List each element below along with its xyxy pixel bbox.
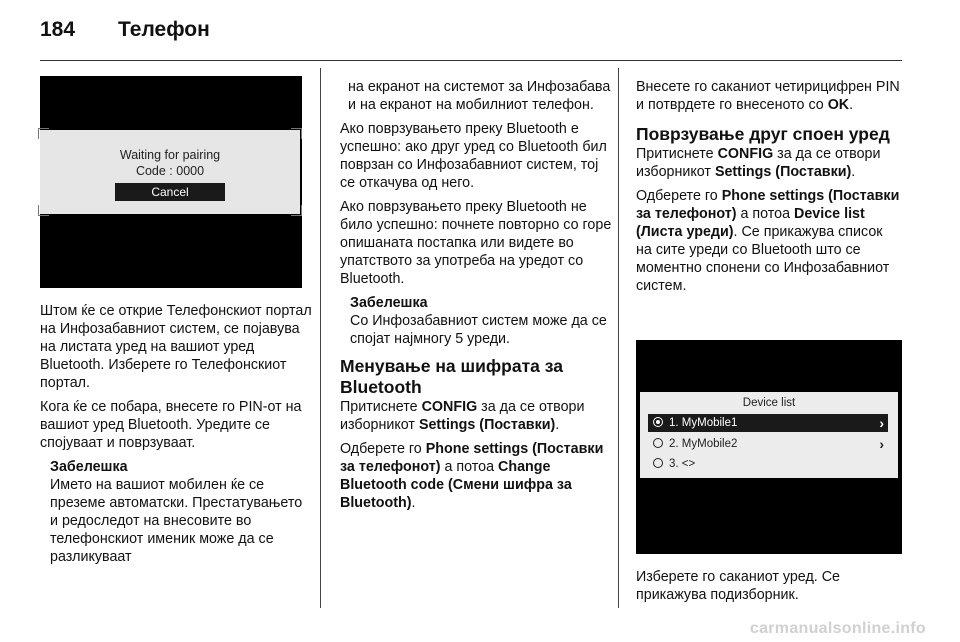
- paragraph: Изберете го саканиот уред. Се прикажува подизборник.: [636, 569, 841, 603]
- radio-icon: [653, 458, 663, 468]
- note-text: Името на вашиот мобилен ќе се преземе автоматски. Престатувањето и редоследот на внесовите во телефонскиот именик може да се разликуваат: [50, 477, 303, 565]
- frame-corner: [291, 128, 302, 139]
- header-rule: [40, 60, 902, 61]
- radio-icon: [653, 438, 663, 448]
- note-block: [50, 458, 312, 566]
- note-text: Со Инфозабавниот систем може да се спојат најмногу 5 уреди.: [350, 313, 607, 347]
- chevron-right-icon: ›: [879, 415, 884, 431]
- device-list-screen: [640, 392, 898, 478]
- column-3: [636, 78, 902, 301]
- note-block: [350, 294, 612, 348]
- paragraph: Штом ќе се открие Телефонскиот портал на Инфозабавниот систем, се појавува на листата уред на вашиот уред Bluetooth. Изберете го Телефонскиот портал.: [40, 303, 312, 391]
- radio-selected-icon: [653, 417, 663, 427]
- page-title: Телефон: [118, 18, 210, 41]
- section-heading: Менување на шифрата за Bluetooth: [340, 356, 563, 397]
- paragraph: Ако поврзувањето преку Bluetooth не било успешно: почнете повторно со горе опишаната постапка или видете во упатството за употреба на уредот со Bluetooth.: [340, 199, 612, 287]
- device-list-title: Device list: [742, 397, 796, 409]
- step-paragraph: Притиснете CONFIG за да се отвори изборникот Settings (Поставки).: [636, 146, 881, 180]
- column-divider-1: [320, 68, 321, 608]
- column-2: [340, 78, 612, 518]
- step-paragraph: Одберете го Phone settings (Поставки за телефонот) а потоа Change Bluetooth code (Смени шифра за Bluetooth).: [340, 441, 604, 511]
- cancel-button[interactable]: Cancel: [115, 183, 225, 201]
- note-title: Забелешка: [50, 459, 128, 475]
- column-3-end: [636, 568, 902, 610]
- device-list-item[interactable]: 2. MyMobile2 ›: [648, 435, 888, 453]
- note-title: Забелешка: [350, 295, 428, 311]
- column-1: [40, 302, 312, 572]
- pairing-code-text: Code : 0000: [135, 164, 205, 178]
- frame-corner: [38, 205, 49, 216]
- paragraph: Ако поврзувањето преку Bluetooth е успешно: ако друг уред со Bluetooth бил поврзан со Инфозабавниот систем, тој се откачува од него.: [340, 121, 607, 191]
- column-divider-2: [618, 68, 619, 608]
- device-list-item[interactable]: 1. MyMobile1 ›: [648, 414, 888, 432]
- step-paragraph: Одберете го Phone settings (Поставки за телефонот) а потоа Device list (Листа уреди). Се прикажува список на сите уреди со Bluetooth што се моментно спонени со Инфозабавниот систем.: [636, 188, 900, 294]
- pairing-screen: [40, 130, 300, 214]
- paragraph: Кога ќе се побара, внесете го PIN-от на вашиот уред Bluetooth. Уредите се спојуваат и поврзуваат.: [40, 399, 302, 451]
- section-heading: Поврзување друг споен уред: [636, 124, 890, 144]
- pairing-status-text: Waiting for pairing: [119, 148, 221, 162]
- device-list-item[interactable]: 3. <>: [648, 455, 888, 473]
- frame-corner: [38, 128, 49, 139]
- step-paragraph: Притиснете CONFIG за да се отвори изборникот Settings (Поставки).: [340, 399, 585, 433]
- paragraph: Внесете го саканиот четирицифрен PIN и потврдете го внесеното со OK.: [636, 79, 900, 113]
- frame-corner: [291, 205, 302, 216]
- chevron-right-icon: ›: [879, 436, 884, 452]
- note-continuation: на екранот на системот за Инфозабава и на екранот на мобилниот телефон.: [348, 79, 611, 113]
- page-number: 184: [40, 18, 76, 41]
- watermark: carmanualsonline.info: [749, 620, 926, 637]
